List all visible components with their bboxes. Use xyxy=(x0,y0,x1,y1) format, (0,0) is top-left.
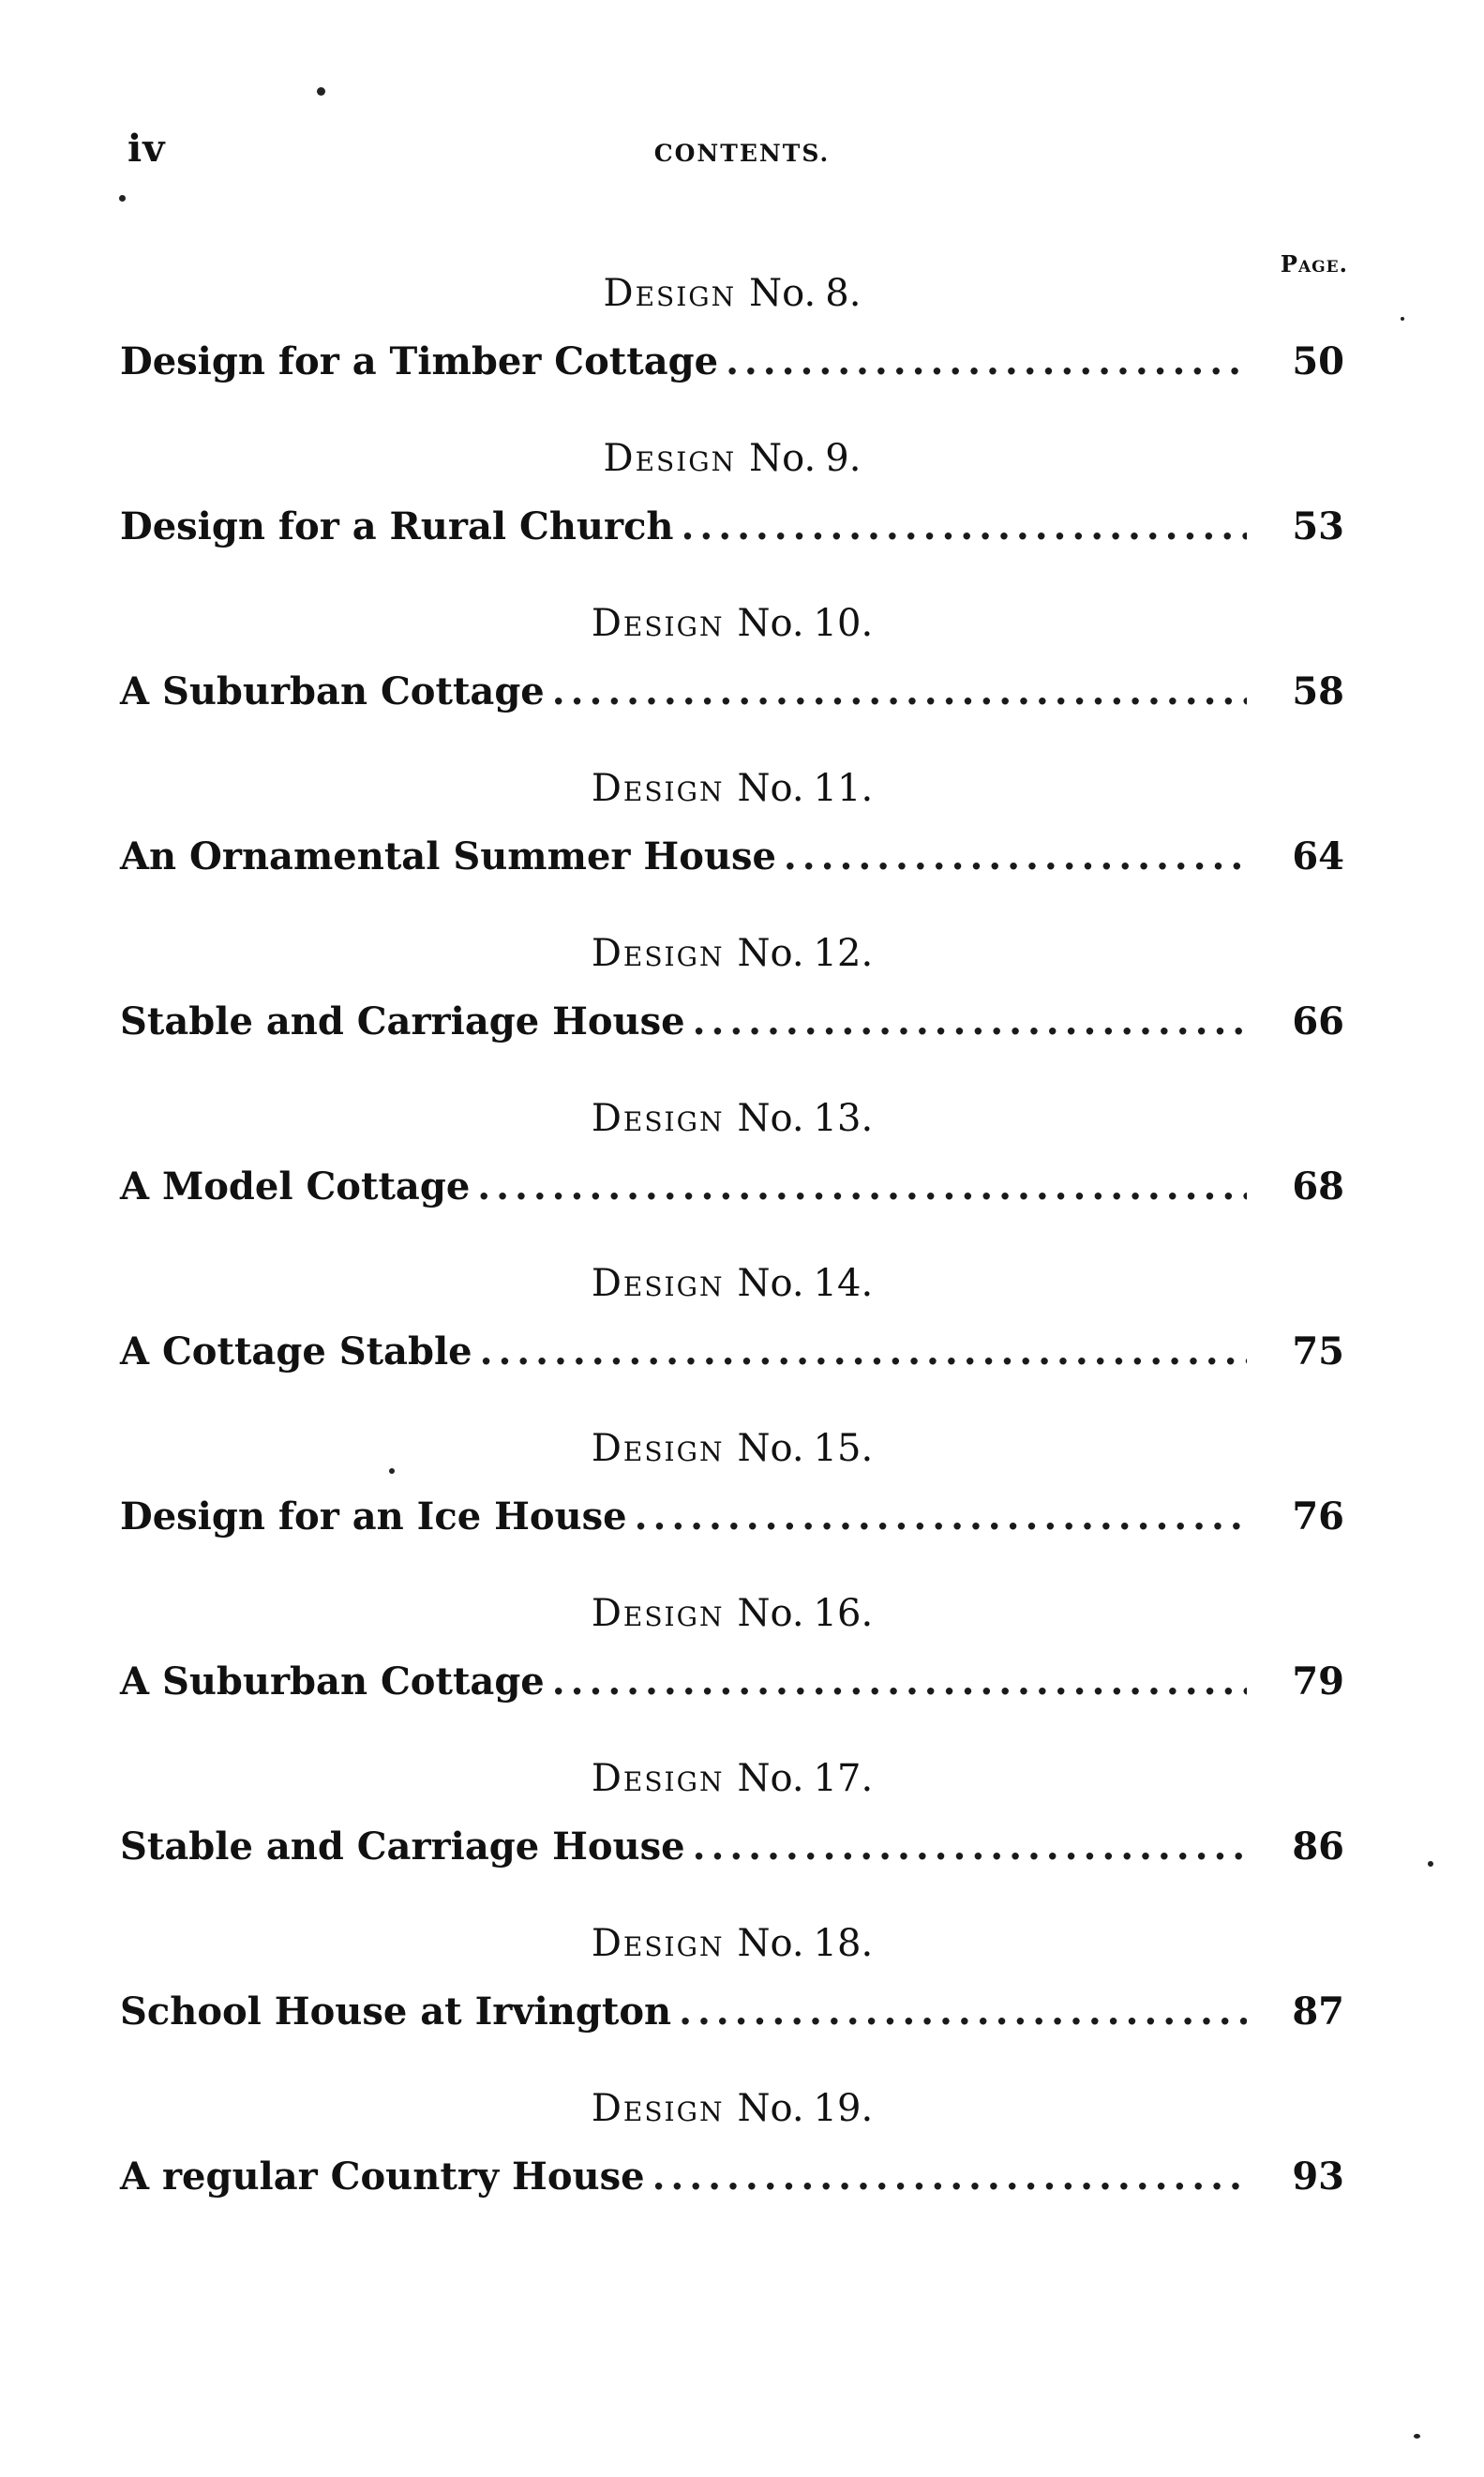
dot-leader xyxy=(693,994,1247,1050)
design-heading xyxy=(120,1425,1344,1472)
toc-entry xyxy=(120,1590,1344,1755)
design-heading xyxy=(120,1095,1344,1142)
design-number: 14. xyxy=(813,1262,874,1305)
toc-leader-line xyxy=(120,1489,1344,1545)
design-no-label: No. xyxy=(737,2087,804,2130)
entry-title: An Ornamental Summer House xyxy=(120,834,776,878)
entry-page-number: 68 xyxy=(1292,1164,1344,1208)
design-no-label: No. xyxy=(737,932,804,975)
toc-entry xyxy=(120,765,1344,930)
design-word: Design xyxy=(591,1427,725,1470)
toc-entry xyxy=(120,435,1344,600)
dot-leader xyxy=(635,1489,1247,1545)
design-number: 15. xyxy=(813,1427,874,1470)
entry-title: A Cottage Stable xyxy=(120,1329,472,1374)
design-no-label: No. xyxy=(737,1922,804,1965)
print-speck xyxy=(1401,317,1404,321)
toc-entry xyxy=(120,1920,1344,2085)
design-heading xyxy=(120,435,1344,482)
design-word: Design xyxy=(591,1757,725,1800)
design-heading xyxy=(120,600,1344,647)
dot-leader xyxy=(552,664,1247,720)
design-number: 19. xyxy=(813,2087,874,2130)
design-no-label: No. xyxy=(737,1097,804,1140)
design-word: Design xyxy=(591,1262,725,1305)
design-no-label: No. xyxy=(737,1592,804,1635)
design-heading xyxy=(120,1755,1344,1802)
print-speck xyxy=(1414,2434,1420,2439)
design-number: 13. xyxy=(813,1097,874,1140)
entry-page-number: 50 xyxy=(1292,339,1344,383)
entry-title: Stable and Carriage House xyxy=(120,999,685,1043)
design-no-label: No. xyxy=(749,272,817,315)
design-heading xyxy=(120,2085,1344,2132)
folio-page-number: iv xyxy=(127,127,166,171)
toc-leader-line xyxy=(120,1324,1344,1380)
toc-entry xyxy=(120,1095,1344,1260)
running-head xyxy=(122,127,1362,183)
print-speck xyxy=(119,195,126,202)
entry-page-number: 64 xyxy=(1292,834,1344,878)
design-number: 16. xyxy=(813,1592,874,1635)
entry-title: Design for a Timber Cottage xyxy=(120,339,719,383)
entry-title: A Model Cottage xyxy=(120,1164,471,1208)
design-number: 12. xyxy=(813,932,874,975)
toc-leader-line xyxy=(120,664,1344,720)
entry-page-number: 66 xyxy=(1292,999,1344,1043)
entry-page-number: 75 xyxy=(1292,1329,1344,1374)
entry-page-number: 53 xyxy=(1292,504,1344,548)
design-number: 8. xyxy=(825,272,862,315)
design-number: 11. xyxy=(813,767,874,810)
entry-page-number: 58 xyxy=(1292,669,1344,713)
entry-page-number: 79 xyxy=(1292,1659,1344,1704)
dot-leader xyxy=(480,1324,1247,1380)
toc-entry xyxy=(120,930,1344,1095)
entry-page-number: 87 xyxy=(1292,1989,1344,2034)
table-of-contents xyxy=(120,270,1344,2250)
entry-page-number: 76 xyxy=(1292,1494,1344,1539)
dot-leader xyxy=(477,1159,1247,1215)
toc-entry xyxy=(120,270,1344,435)
page-column-label: Page. xyxy=(1280,250,1348,278)
design-word: Design xyxy=(591,2087,725,2130)
entry-title: Design for a Rural Church xyxy=(120,504,674,548)
entry-title: School House at Irvington xyxy=(120,1989,672,2034)
dot-leader xyxy=(693,1819,1247,1875)
design-number: 17. xyxy=(813,1757,874,1800)
toc-entry xyxy=(120,1755,1344,1920)
toc-leader-line xyxy=(120,1819,1344,1875)
toc-entry xyxy=(120,1425,1344,1590)
print-speck xyxy=(317,87,325,96)
design-number: 10. xyxy=(813,602,874,645)
entry-title: Stable and Carriage House xyxy=(120,1824,685,1869)
design-heading xyxy=(120,1920,1344,1967)
design-word: Design xyxy=(591,932,725,975)
toc-leader-line xyxy=(120,334,1344,390)
running-title: CONTENTS. xyxy=(653,140,831,167)
dot-leader xyxy=(784,829,1247,885)
toc-leader-line xyxy=(120,829,1344,885)
design-word: Design xyxy=(591,1922,725,1965)
design-word: Design xyxy=(591,1097,725,1140)
toc-leader-line xyxy=(120,1984,1344,2040)
design-word: Design xyxy=(591,602,725,645)
design-heading xyxy=(120,270,1344,317)
design-number: 18. xyxy=(813,1922,874,1965)
toc-leader-line xyxy=(120,1159,1344,1215)
design-word: Design xyxy=(591,1592,725,1635)
print-speck xyxy=(1428,1861,1433,1867)
design-word: Design xyxy=(603,437,737,480)
toc-leader-line xyxy=(120,2149,1344,2205)
toc-leader-line xyxy=(120,994,1344,1050)
entry-title: A Suburban Cottage xyxy=(120,669,545,713)
dot-leader xyxy=(726,334,1247,390)
design-no-label: No. xyxy=(737,602,804,645)
dot-leader xyxy=(679,1984,1247,2040)
entry-title: A Suburban Cottage xyxy=(120,1659,545,1704)
design-no-label: No. xyxy=(737,1427,804,1470)
toc-entry xyxy=(120,1260,1344,1425)
design-heading xyxy=(120,765,1344,812)
design-no-label: No. xyxy=(737,767,804,810)
dot-leader xyxy=(652,2149,1247,2205)
design-no-label: No. xyxy=(737,1757,804,1800)
entry-title: Design for an Ice House xyxy=(120,1494,627,1539)
toc-entry xyxy=(120,600,1344,765)
toc-leader-line xyxy=(120,499,1344,555)
toc-entry xyxy=(120,2085,1344,2250)
design-heading xyxy=(120,930,1344,977)
design-heading xyxy=(120,1260,1344,1307)
design-no-label: No. xyxy=(749,437,817,480)
design-number: 9. xyxy=(825,437,862,480)
design-word: Design xyxy=(591,767,725,810)
design-no-label: No. xyxy=(737,1262,804,1305)
design-heading xyxy=(120,1590,1344,1637)
entry-page-number: 86 xyxy=(1292,1824,1344,1869)
entry-page-number: 93 xyxy=(1292,2154,1344,2199)
dot-leader xyxy=(552,1654,1247,1710)
toc-leader-line xyxy=(120,1654,1344,1710)
design-word: Design xyxy=(603,272,737,315)
dot-leader xyxy=(682,499,1247,555)
entry-title: A regular Country House xyxy=(120,2154,645,2199)
